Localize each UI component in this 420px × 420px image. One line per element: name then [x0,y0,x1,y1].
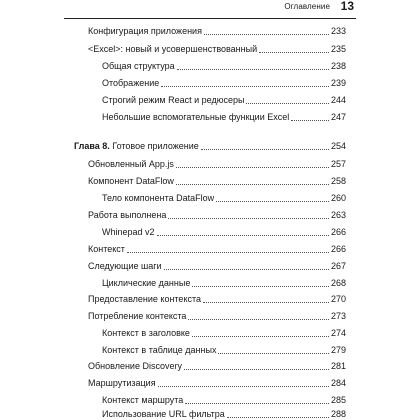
toc-entry: Работа выполнена 263 [88,210,346,220]
toc-entry: Обновление Discovery 281 [88,361,346,371]
chapter-number: Глава 8. [74,141,110,151]
toc-entry: Маршрутизация 284 [88,378,346,388]
chapter-title: Готовое приложение [109,141,199,151]
toc-entry: Контекст в заголовке 274 [102,328,346,338]
toc-entry: Компонент DataFlow 258 [88,176,346,186]
toc-entry: Тело компонента DataFlow 260 [102,193,346,203]
toc-entry: Отображение 239 [102,78,346,88]
header-page-number: 13 [340,0,354,13]
toc-entry: Строгий режим React и редюсеры 244 [102,95,346,105]
toc-entry: <Excel>: новый и усовершенствованный 235 [88,44,346,54]
toc-chapter-entry: Глава 8. Готовое приложение 254 [74,141,346,151]
toc-entry: Конфигурация приложения 233 [88,26,346,36]
toc-entry: Whinepad v2 266 [102,227,346,237]
toc-entry: Использование URL фильтра 288 [102,409,346,419]
header-title: Оглавление [284,2,330,11]
toc-entry: Циклические данные 268 [102,278,346,288]
toc-entry: Небольшие вспомогательные функции Excel 247 [102,112,346,122]
toc-entry: Контекст 266 [88,244,346,254]
toc-entry: Предоставление контекста 270 [88,294,346,304]
toc-entry: Обновленный App.js 257 [88,159,346,169]
toc-entry: Следующие шаги 267 [88,261,346,271]
toc-entry: Контекст маршрута 285 [102,395,346,405]
toc-entry: Контекст в таблице данных 279 [102,345,346,355]
toc-entry: Потребление контекста 273 [88,311,346,321]
toc-entry: Общая структура 238 [102,61,346,71]
